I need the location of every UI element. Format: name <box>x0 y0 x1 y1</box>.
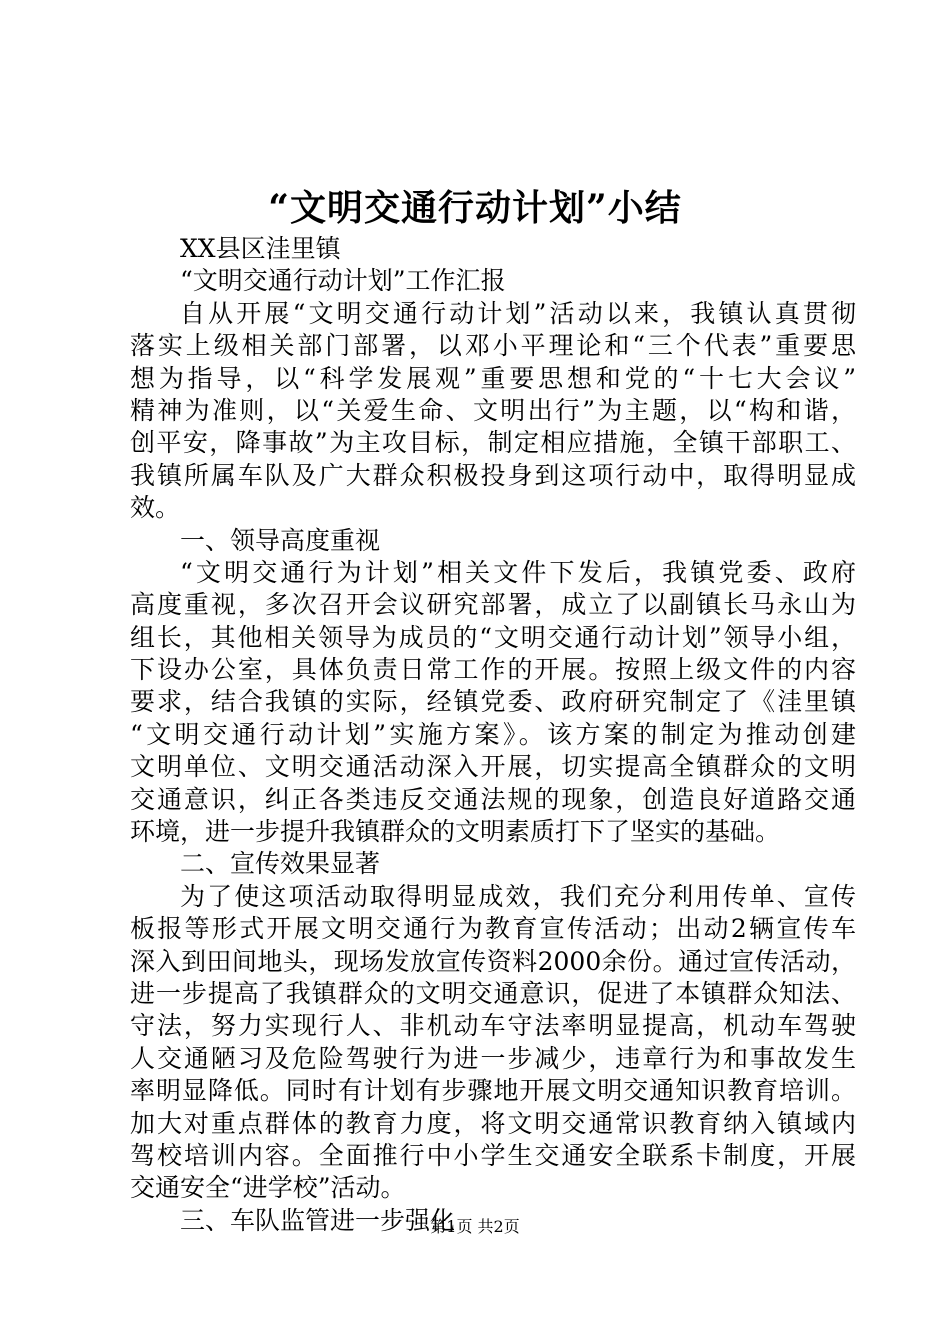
paragraph-line: 下设办公室，具体负责日常工作的开展。按照上级文件的内容 <box>130 655 856 685</box>
paragraph-line: 深入到田间地头，现场发放宣传资料2000余份。通过宣传活动， <box>130 946 856 976</box>
paragraph-line: 驾校培训内容。全面推行中小学生交通安全联系卡制度，开展 <box>130 1140 856 1170</box>
report-title-line: “文明交通行动计划”工作汇报 <box>180 266 506 296</box>
paragraph-line: 进一步提高了我镇群众的文明交通意识，促进了本镇群众知法、 <box>130 978 856 1008</box>
paragraph-line: 效。 <box>130 493 181 523</box>
paragraph-line: 加大对重点群体的教育力度，将文明交通常识教育纳入镇域内 <box>130 1108 856 1138</box>
paragraph-line: 守法，努力实现行人、非机动车守法率明显提高，机动车驾驶 <box>130 1011 856 1041</box>
section1-paragraph <box>130 557 856 849</box>
paragraph-line: 板报等形式开展文明交通行为教育宣传活动；出动2辆宣传车 <box>130 914 856 944</box>
paragraph-line: 交通安全“进学校”活动。 <box>130 1173 406 1203</box>
paragraph-line: 为了使这项活动取得明显成效，我们充分利用传单、宣传 <box>180 881 856 911</box>
section2-paragraph <box>130 881 856 1205</box>
paragraph-line: “文明交通行动计划”实施方案》。该方案的制定为推动创建 <box>130 719 856 749</box>
paragraph-line: 想为指导，以“科学发展观”重要思想和党的“十七大会议” <box>130 363 856 393</box>
page-footer: 第1页 共2页 <box>430 1217 520 1236</box>
paragraph-line: 文明单位、文明交通活动深入开展，切实提高全镇群众的文明 <box>130 752 856 782</box>
paragraph-line: 人交通陋习及危险驾驶行为进一步减少，违章行为和事故发生 <box>130 1043 856 1073</box>
paragraph-line: 要求，结合我镇的实际，经镇党委、政府研究制定了《洼里镇 <box>130 687 856 717</box>
paragraph-line: 高度重视，多次召开会议研究部署，成立了以副镇长马永山为 <box>130 590 856 620</box>
document-body <box>130 233 856 1237</box>
intro-paragraph <box>130 298 856 525</box>
section-heading: 三、车队监管进一步强化 <box>180 1205 456 1235</box>
paragraph-line: 我镇所属车队及广大群众积极投身到这项行动中，取得明显成 <box>130 460 856 490</box>
paragraph-line: 自从开展“文明交通行动计划”活动以来，我镇认真贯彻 <box>180 298 856 328</box>
org-line: XX县区洼里镇 <box>180 234 341 263</box>
paragraph-line: 落实上级相关部门部署，以邓小平理论和“三个代表”重要思 <box>130 331 856 361</box>
paragraph-line: 率明显降低。同时有计划有步骤地开展文明交通知识教育培训。 <box>130 1076 856 1106</box>
section-heading: 二、宣传效果显著 <box>180 849 381 879</box>
paragraph-line: 环境，进一步提升我镇群众的文明素质打下了坚实的基础。 <box>130 817 781 847</box>
section-heading: 一、领导高度重视 <box>180 525 381 555</box>
paragraph-line: 创平安，降事故”为主攻目标，制定相应措施，全镇干部职工、 <box>130 428 856 458</box>
paragraph-line: 精神为准则，以“关爱生命、文明出行”为主题，以“构和谐， <box>130 395 856 425</box>
paragraph-line: “文明交通行为计划”相关文件下发后，我镇党委、政府 <box>180 557 856 587</box>
paragraph-line: 交通意识，纠正各类违反交通法规的现象，创造良好道路交通 <box>130 784 856 814</box>
paragraph-line: 组长，其他相关领导为成员的“文明交通行动计划”领导小组， <box>130 622 856 652</box>
document-title: “文明交通行动计划”小结 <box>268 187 682 229</box>
